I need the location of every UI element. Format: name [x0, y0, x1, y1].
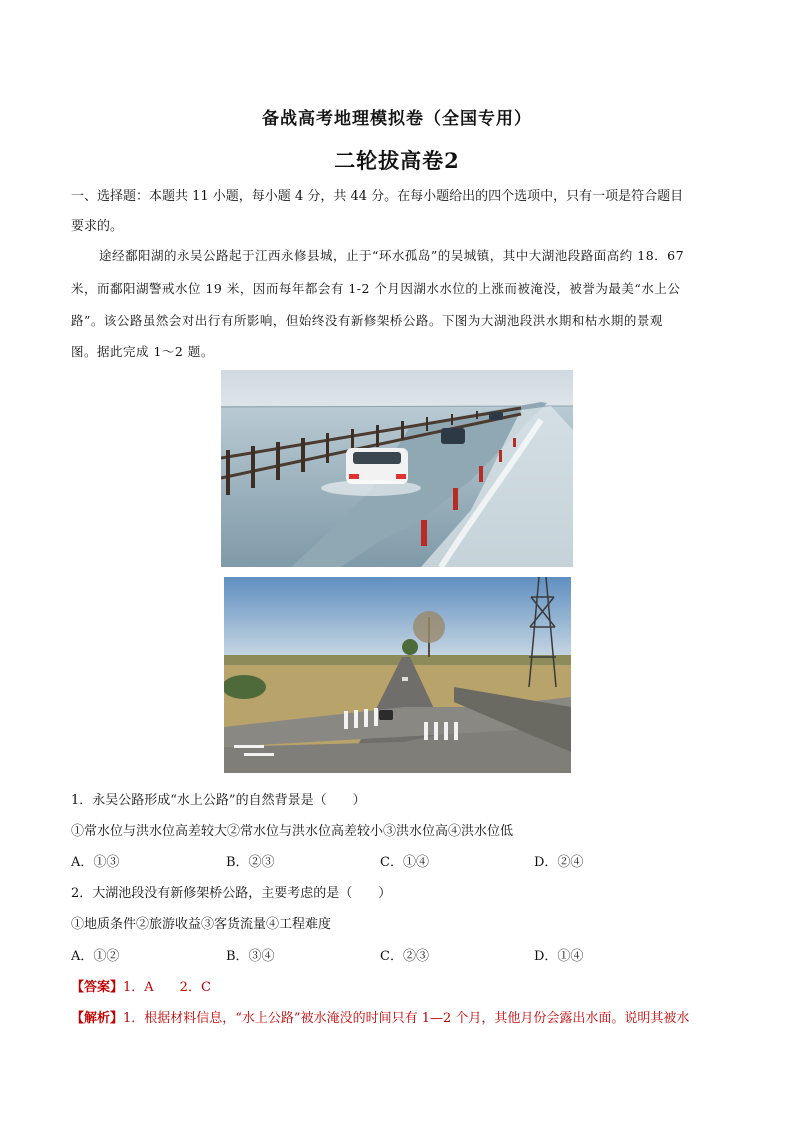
question-1-items: ①常水位与洪水位高差较大②常水位与洪水位高差较小③洪水位高④洪水位低: [71, 824, 514, 839]
analysis-text: 1．根据材料信息，“水上公路”被水淹没的时间只有 1—2 个月，其他月份会露出水面。说明其被水: [123, 1011, 690, 1026]
material-line1: 途经鄱阳湖的永吴公路起于江西永修县城，止于“环水孤岛”的吴城镇，其中大湖池段路面高约 18．67: [99, 248, 685, 263]
section-heading-line1: 一、选择题：本题共 11 小题，每小题 4 分，共 44 分。在每小题给出的四个选项中，只有一项是符合题目: [71, 189, 684, 204]
question-2-option-b[interactable]: B．③④: [226, 949, 275, 964]
question-1-option-c[interactable]: C．①④: [380, 855, 429, 870]
answer-text: 1．A 2．C: [123, 980, 211, 995]
page-subtitle: 二轮拔高卷2: [334, 148, 460, 173]
flooded-road-image: [221, 370, 573, 567]
material-line3: 路”。该公路虽然会对出行有所影响，但始终没有新修架桥公路。下图为大湖池段洪水期和枯水期的景观: [71, 313, 663, 328]
material-line2: 米，而鄱阳湖警戒水位 19 米，因而每年都会有 1-2 个月因湖水水位的上涨而被淹没，被誉为最美“水上公: [71, 281, 681, 296]
answer-line: [71, 976, 731, 995]
question-1-option-d[interactable]: D．②④: [534, 855, 584, 870]
analysis-label: 【解析】: [71, 1011, 124, 1026]
material-line4: 图。据此完成 1～2 题。: [71, 344, 214, 359]
dry-road-image: [224, 577, 571, 773]
question-1-option-a[interactable]: A．①③: [71, 855, 120, 870]
question-2-stem: 2．大湖池段没有新修架桥公路，主要考虑的是（ ）: [71, 886, 392, 901]
question-1-option-b[interactable]: B．②③: [226, 855, 275, 870]
answer-label: 【答案】: [71, 980, 124, 995]
flood-season-photo: [221, 370, 573, 567]
analysis-line: [71, 1007, 731, 1026]
question-2-items: ①地质条件②旅游收益③客货流量④工程难度: [71, 917, 332, 932]
page-title: 备战高考地理模拟卷（全国专用）: [262, 109, 532, 129]
question-2-option-c[interactable]: C．②③: [380, 949, 429, 964]
question-2-option-d[interactable]: D．①④: [534, 949, 584, 964]
question-1-stem: 1．永吴公路形成“水上公路”的自然背景是（ ）: [71, 793, 366, 808]
question-2-option-a[interactable]: A．①②: [71, 949, 120, 964]
section-heading-line2: 要求的。: [71, 219, 124, 234]
dry-season-photo: [224, 577, 571, 773]
